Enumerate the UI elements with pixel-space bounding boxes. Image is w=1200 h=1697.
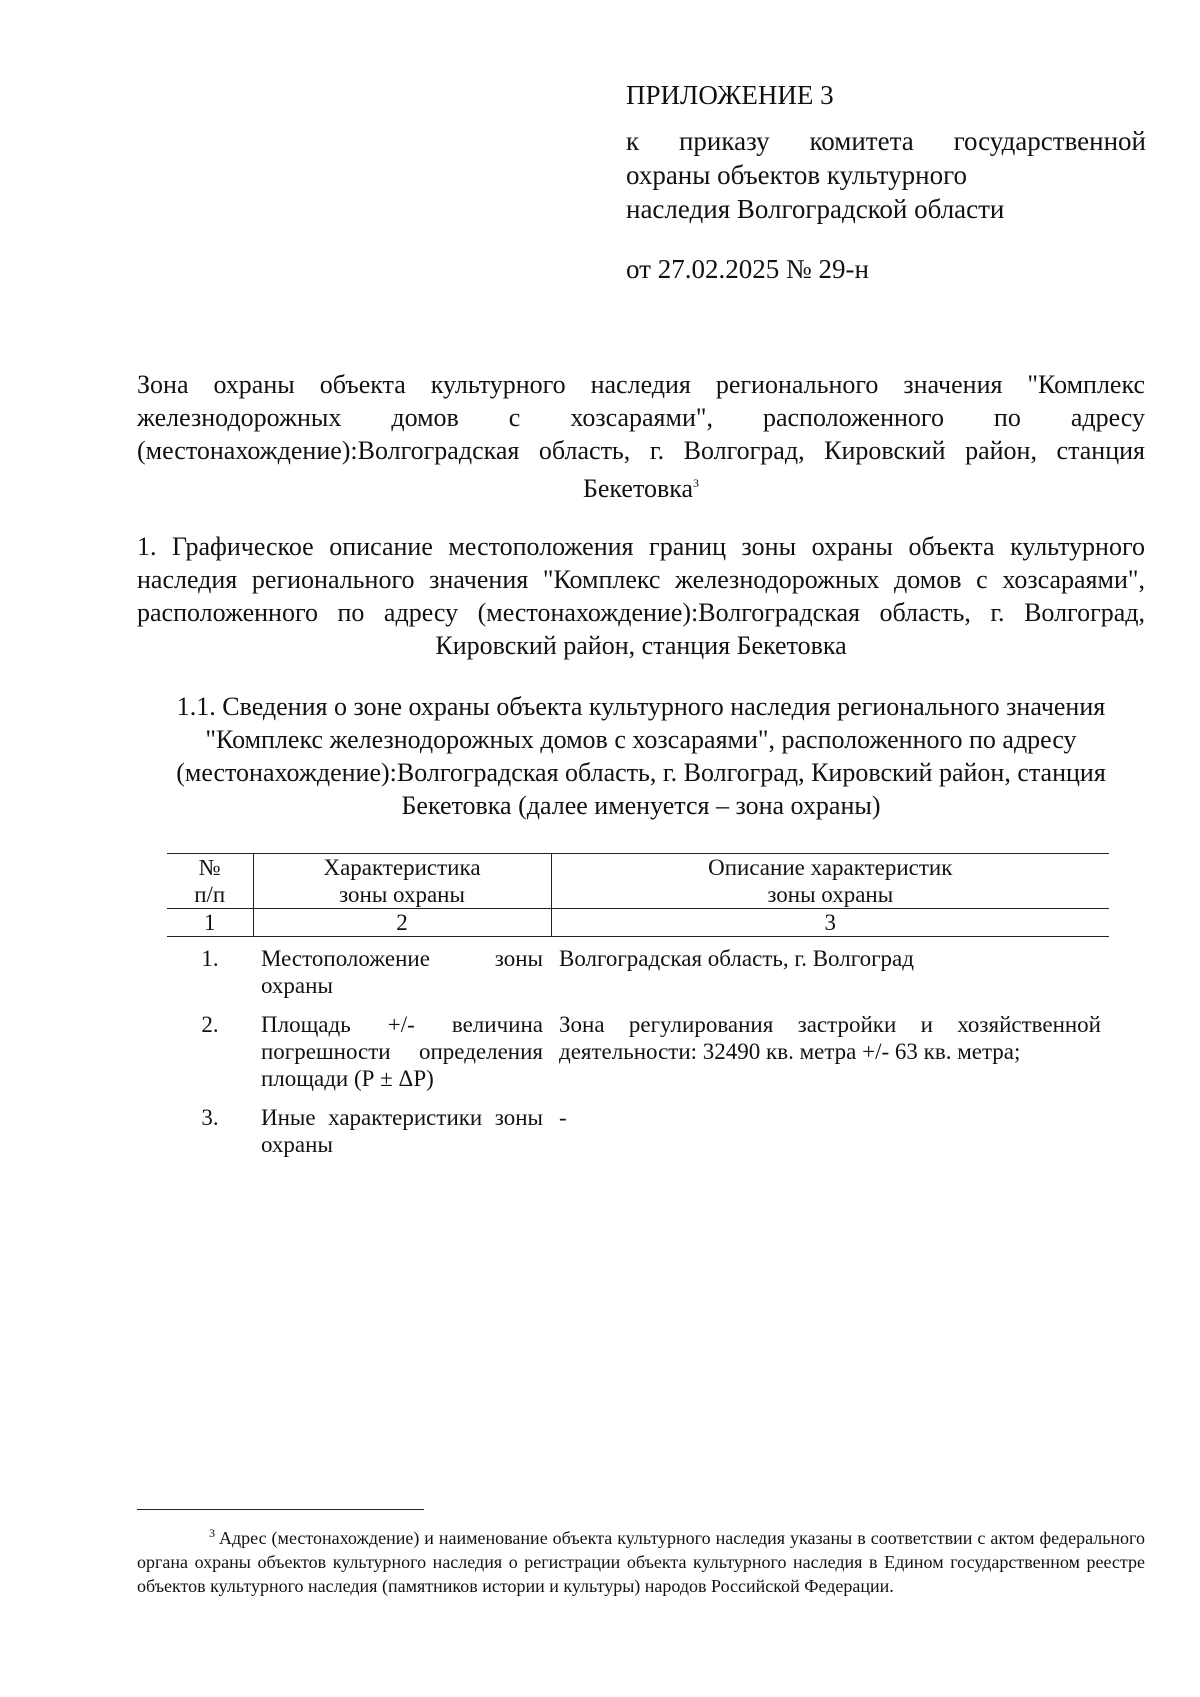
title-footnote-mark: 3: [693, 476, 700, 490]
row-description: Зона регулирования застройки и хозяйственной деятельности: 32490 кв. метра +/- 63 кв. метра;: [559, 1012, 1101, 1064]
row-num: 2.: [201, 1012, 219, 1037]
row-num: 1.: [201, 946, 219, 971]
footnote: [137, 1521, 1145, 1598]
section-1-heading: 1. Графическое описание местоположения границ зоны охраны объекта культурного наследия регионального значения "Комплекс железнодорожных домов с хозсараями", расположенного по адресу (местонахождение):Волгоградская область, г. Волгоград, Кировский район, станция Бекетовка: [137, 532, 1145, 660]
document-title-text: Зона охраны объекта культурного наследия регионального значения "Комплекс железнодорожных домов с хозсараями", расположенного по адресу (местонахождение):Волгоградская область, г. Волгоград, Кировский район, станция Бекетовка: [137, 370, 1145, 503]
column-number-1: 1: [167, 909, 253, 937]
row-characteristic: Местоположение зоны охраны: [261, 946, 543, 998]
table-row: [167, 937, 1109, 1004]
order-date-number: от 27.02.2025 № 29-н: [626, 254, 869, 284]
row-characteristic: Площадь +/- величина погрешности определения площади (Р ± ΔР): [261, 1012, 543, 1091]
order-reference: [626, 124, 1146, 226]
header-num-line1: №: [198, 855, 221, 880]
footnote-mark: 3: [209, 1526, 215, 1540]
order-reference-line1: к приказу комитета государственной: [626, 126, 1146, 156]
order-reference-line3: наследия Волгоградской области: [626, 194, 1005, 224]
header-characteristic-line1: Характеристика: [323, 855, 481, 880]
appendix-title: ПРИЛОЖЕНИЕ 3: [626, 80, 834, 110]
table-column-number-row: [167, 909, 1109, 937]
header-description: [551, 854, 1109, 909]
document-title: [137, 368, 1145, 505]
row-description: Волгоградская область, г. Волгоград: [559, 946, 914, 971]
header-description-line1: Описание характеристик: [708, 855, 953, 880]
header-description-line2: зоны охраны: [767, 882, 894, 907]
table-row: [167, 1003, 1109, 1096]
header-num-line2: п/п: [194, 882, 226, 907]
column-number-2: 2: [253, 909, 551, 937]
row-num: 3.: [201, 1105, 219, 1130]
header-num: [167, 854, 253, 909]
row-description: -: [559, 1105, 567, 1130]
table-row: [167, 1096, 1109, 1162]
footnote-text: Адрес (местонахождение) и наименование объекта культурного наследия указаны в соответствии с актом федерального органа охраны объектов культурного наследия о регистрации объекта культурного наследия в Едином государственном реестре объектов культурного наследия (памятников истории и культуры) народов Российской Федерации.: [137, 1528, 1145, 1596]
section-1-1-heading: 1.1. Сведения о зоне охраны объекта культурного наследия регионального значения "Комплекс железнодорожных домов с хозсараями", расположенного по адресу (местонахождение):Волгоградская область, г. Волгоград, Кировский район, станция Бекетовка (далее именуется – зона охраны): [176, 692, 1106, 820]
order-reference-line2: охраны объектов культурного: [626, 160, 967, 190]
zone-info-table: [167, 853, 1109, 1162]
table-header-row: [167, 854, 1109, 909]
appendix-header: [626, 78, 1146, 313]
footnote-divider: [137, 1509, 424, 1510]
header-characteristic-line2: зоны охраны: [339, 882, 465, 907]
header-characteristic: [253, 854, 551, 909]
column-number-3: 3: [551, 909, 1109, 937]
row-characteristic: Иные характеристики зоны охраны: [261, 1105, 543, 1157]
